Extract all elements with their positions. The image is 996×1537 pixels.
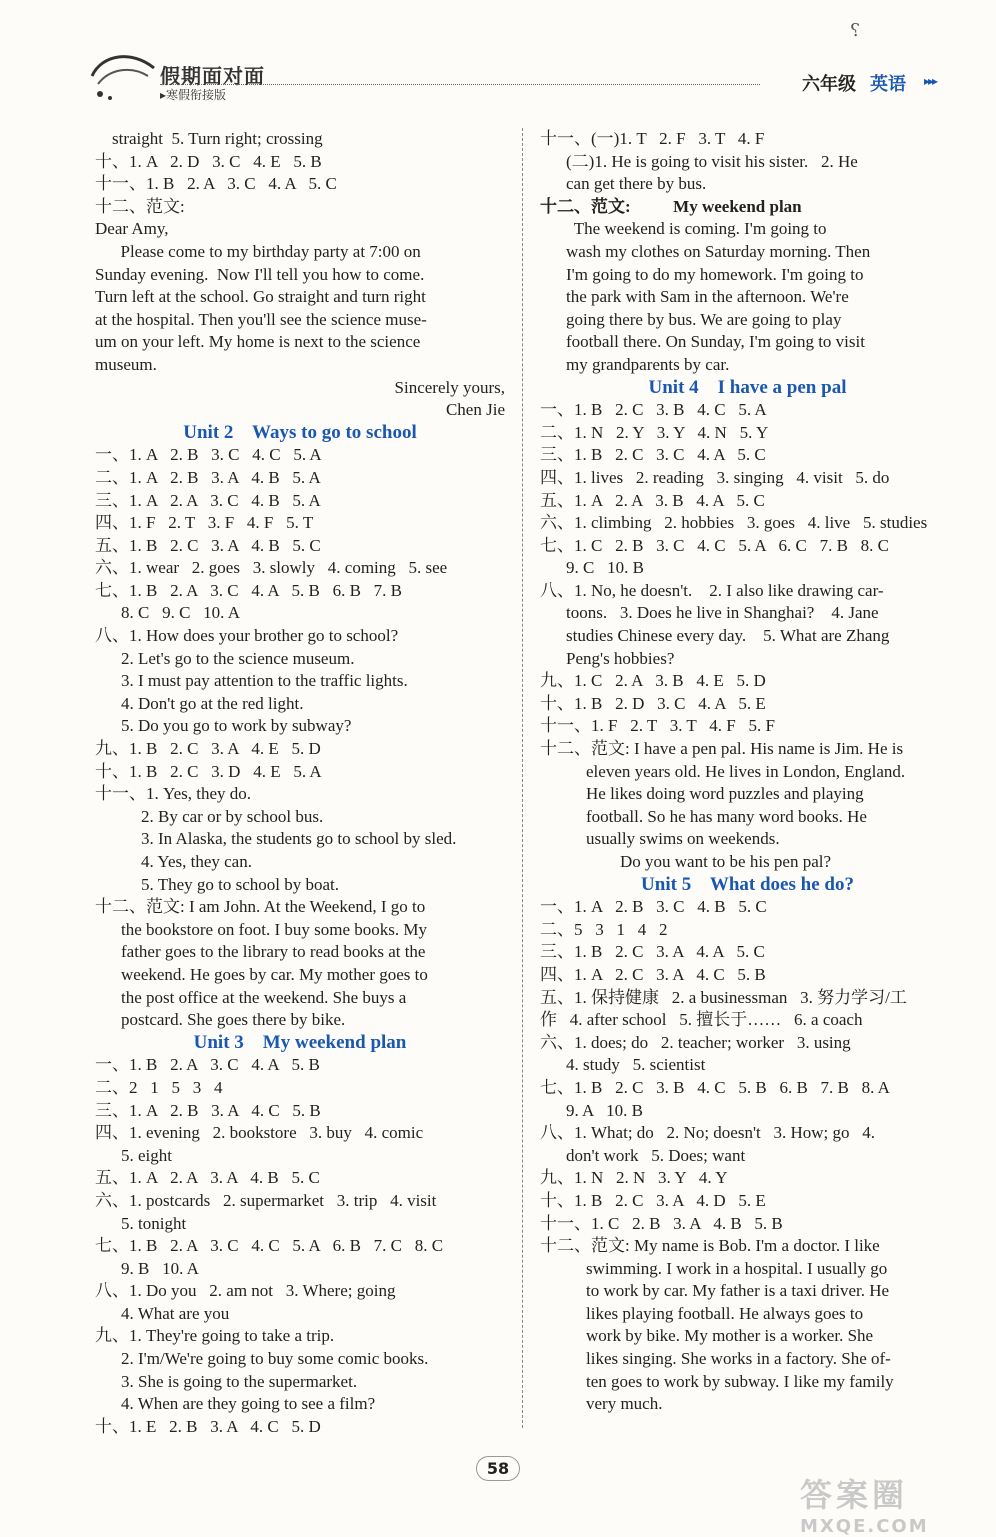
answer-line: can get there by bus. bbox=[566, 174, 707, 194]
answer-line: Sincerely yours, bbox=[394, 377, 505, 397]
answer-line: 二、5 3 1 4 2 bbox=[540, 919, 668, 939]
answer-line: 五、1. A 2. A 3. B 4. A 5. C bbox=[540, 490, 765, 510]
header-rule bbox=[160, 84, 760, 85]
watermark bbox=[800, 1470, 980, 1537]
answer-line: at the hospital. Then you'll see the science muse- bbox=[95, 309, 427, 329]
answer-line: likes playing football. He always goes to bbox=[586, 1303, 864, 1323]
answer-line: 六、1. climbing 2. hobbies 3. goes 4. live 5. studies bbox=[540, 513, 928, 533]
answer-line: 五、1. B 2. C 3. A 4. B 5. C bbox=[95, 535, 321, 555]
unit-heading: Unit 5 What does he do? bbox=[641, 873, 854, 895]
answer-line: Do you want to be his pen pal? bbox=[586, 852, 832, 871]
answer-line: 十二、范文: I am John. At the Weekend, I go to bbox=[95, 897, 426, 917]
answer-line: 2. Let's go to the science museum. bbox=[121, 648, 355, 668]
answer-line: 四、1. A 2. C 3. A 4. C 5. B bbox=[540, 964, 766, 984]
answer-line: 2. I'm/We're going to buy some comic books. bbox=[121, 1349, 429, 1369]
answer-line: Please come to my birthday party at 7:00 on bbox=[95, 241, 421, 261]
brand-title: 假期面对面 bbox=[160, 64, 265, 88]
answer-line: 九、1. They're going to take a trip. bbox=[95, 1326, 335, 1346]
answer-line: 三、1. B 2. C 3. C 4. A 5. C bbox=[540, 445, 766, 465]
answer-line: 十、1. B 2. D 3. C 4. A 5. E bbox=[540, 693, 766, 713]
right-column bbox=[540, 128, 955, 1416]
answer-line: very much. bbox=[586, 1394, 663, 1414]
answer-line: Chen Jie bbox=[445, 400, 505, 420]
corner-mark-icon: ⸮ bbox=[850, 20, 860, 40]
answer-line: 3. In Alaska, the students go to school by sled. bbox=[141, 829, 457, 849]
answer-line: 三、1. A 2. A 3. C 4. B 5. A bbox=[95, 490, 321, 510]
answer-line: 七、1. C 2. B 3. C 4. C 5. A 6. C 7. B 8. C bbox=[540, 535, 890, 555]
answer-line: 十、1. A 2. D 3. C 4. E 5. B bbox=[95, 151, 322, 171]
answer-line: Peng's hobbies? bbox=[566, 648, 675, 668]
answer-line: 5. eight bbox=[121, 1145, 172, 1165]
answer-line: 九、1. B 2. C 3. A 4. E 5. D bbox=[95, 739, 321, 759]
page-header bbox=[0, 0, 996, 110]
answer-line: the bookstore on foot. I buy some books. My bbox=[121, 919, 427, 939]
answer-line: 5. tonight bbox=[121, 1213, 187, 1233]
answer-line: work by bike. My mother is a worker. She bbox=[586, 1326, 874, 1346]
answer-line: 七、1. B 2. C 3. B 4. C 5. B 6. B 7. B 8. A bbox=[540, 1077, 890, 1097]
answer-line: 十二、范文: My weekend plan bbox=[540, 196, 802, 216]
answer-line: 六、1. postcards 2. supermarket 3. trip 4. visit bbox=[95, 1190, 437, 1210]
answer-line: (二)1. He is going to visit his sister. 2. He bbox=[566, 151, 858, 171]
answer-line: 5. Do you go to work by subway? bbox=[121, 716, 352, 736]
answer-line: 五、1. A 2. A 3. A 4. B 5. C bbox=[95, 1168, 320, 1188]
answer-line: 四、1. evening 2. bookstore 3. buy 4. comic bbox=[95, 1123, 424, 1143]
answer-line: Sunday evening. Now I'll tell you how to come. bbox=[95, 264, 425, 284]
brand-subtitle: ▸寒假衔接版 bbox=[160, 88, 227, 102]
subject-label: 英语 bbox=[870, 74, 906, 95]
answer-line: football there. On Sunday, I'm going to visit bbox=[566, 332, 865, 352]
watermark-logo: 答案圈 bbox=[800, 1476, 909, 1514]
answer-line: 七、1. B 2. A 3. C 4. A 5. B 6. B 7. B bbox=[95, 580, 402, 600]
answer-line: 八、1. How does your brother go to school? bbox=[95, 626, 399, 646]
answer-line: 十二、范文: bbox=[95, 196, 185, 216]
answer-line: 作 4. after school 5. 擅长于…… 6. a coach bbox=[540, 1010, 863, 1030]
answer-line: I'm going to do my homework. I'm going to bbox=[566, 264, 864, 284]
answer-line: 二、2 1 5 3 4 bbox=[95, 1077, 223, 1097]
answer-line: 十一、(一)1. T 2. F 3. T 4. F bbox=[540, 129, 765, 148]
answer-line: 3. I must pay attention to the traffic lights. bbox=[121, 671, 408, 691]
answer-line: 九、1. N 2. N 3. Y 4. Y bbox=[540, 1168, 728, 1188]
answer-line: 4. Don't go at the red light. bbox=[121, 693, 304, 713]
answer-line: Turn left at the school. Go straight and turn right bbox=[95, 287, 426, 307]
answer-line: wash my clothes on Saturday morning. Then bbox=[566, 241, 871, 261]
answer-line: 3. She is going to the supermarket. bbox=[121, 1371, 358, 1391]
answer-line: 十二、范文: My name is Bob. I'm a doctor. I like bbox=[540, 1236, 880, 1256]
answer-line: don't work 5. Does; want bbox=[566, 1145, 746, 1165]
answer-line: Dear Amy, bbox=[95, 219, 169, 239]
answer-line: um on your left. My home is next to the science bbox=[95, 332, 421, 352]
answer-line: 三、1. B 2. C 3. A 4. A 5. C bbox=[540, 942, 765, 962]
answer-line: He likes doing word puzzles and playing bbox=[586, 784, 864, 804]
answer-line: 十、1. B 2. C 3. D 4. E 5. A bbox=[95, 761, 322, 781]
answer-line: 七、1. B 2. A 3. C 4. C 5. A 6. B 7. C 8. C bbox=[95, 1236, 444, 1256]
answer-line: 4. study 5. scientist bbox=[566, 1055, 706, 1075]
answer-line: 四、1. lives 2. reading 3. singing 4. visit 5. do bbox=[540, 467, 890, 487]
answer-line: 一、1. B 2. C 3. B 4. C 5. A bbox=[540, 400, 767, 420]
answer-line: usually swims on weekends. bbox=[586, 829, 780, 849]
answer-line: 十、1. B 2. C 3. A 4. D 5. E bbox=[540, 1190, 766, 1210]
answer-line: 9. C 10. B bbox=[566, 558, 644, 578]
answer-line: 4. What are you bbox=[121, 1303, 230, 1323]
answer-line: 4. When are they going to see a film? bbox=[121, 1394, 376, 1414]
answer-line: 十一、1. Yes, they do. bbox=[95, 784, 252, 804]
answer-line: 二、1. N 2. Y 3. Y 4. N 5. Y bbox=[540, 422, 769, 442]
answer-line: museum. bbox=[95, 354, 157, 374]
left-column bbox=[95, 128, 505, 1438]
unit-heading: Unit 4 I have a pen pal bbox=[648, 376, 847, 398]
answer-line: 九、1. C 2. A 3. B 4. E 5. D bbox=[540, 671, 766, 691]
answer-line: going there by bus. We are going to play bbox=[566, 309, 842, 329]
unit-heading: Unit 3 My weekend plan bbox=[193, 1031, 407, 1053]
answer-line: to work by car. My father is a taxi driver. He bbox=[586, 1281, 890, 1301]
answer-line: The weekend is coming. I'm going to bbox=[540, 219, 827, 239]
answer-line: 六、1. does; do 2. teacher; worker 3. using bbox=[540, 1032, 851, 1052]
answer-line: 5. They go to school by boat. bbox=[141, 874, 339, 894]
answer-line: 一、1. A 2. B 3. C 4. B 5. C bbox=[540, 897, 767, 917]
answer-line: 2. By car or by school bus. bbox=[141, 806, 324, 826]
answer-line: 一、1. A 2. B 3. C 4. C 5. A bbox=[95, 445, 322, 465]
answer-line: postcard. She goes there by bike. bbox=[121, 1010, 346, 1030]
page-number-text: 58 bbox=[476, 1456, 520, 1481]
answer-line: straight 5. Turn right; crossing bbox=[95, 129, 323, 148]
answer-line: father goes to the library to read books at the bbox=[121, 942, 426, 962]
answer-line: the park with Sam in the afternoon. We're bbox=[566, 287, 849, 307]
grade-label: 六年级 bbox=[802, 74, 856, 95]
answer-line: weekend. He goes by car. My mother goes to bbox=[121, 964, 428, 984]
answer-line: my grandparents by car. bbox=[566, 354, 730, 374]
answer-line: swimming. I work in a hospital. I usually go bbox=[586, 1258, 888, 1278]
answer-line: 三、1. A 2. B 3. A 4. C 5. B bbox=[95, 1100, 321, 1120]
answer-line: ten goes to work by subway. I like my family bbox=[586, 1371, 894, 1391]
answer-line: likes singing. She works in a factory. She of- bbox=[586, 1349, 891, 1369]
unit-heading: Unit 2 Ways to go to school bbox=[183, 421, 417, 443]
watermark-url: MXQE.COM bbox=[800, 1516, 929, 1537]
answer-line: 八、1. Do you 2. am not 3. Where; going bbox=[95, 1281, 396, 1301]
answer-line: 一、1. B 2. A 3. C 4. A 5. B bbox=[95, 1055, 320, 1075]
answer-line: 9. B 10. A bbox=[121, 1258, 199, 1278]
answer-line: 十一、1. F 2. T 3. T 4. F 5. F bbox=[540, 716, 775, 736]
answer-line: 八、1. No, he doesn't. 2. I also like drawing car- bbox=[540, 580, 884, 600]
answer-line: eleven years old. He lives in London, England. bbox=[586, 761, 906, 781]
logo-swirl-icon bbox=[88, 46, 158, 104]
answer-line: 十一、1. C 2. B 3. A 4. B 5. B bbox=[540, 1213, 783, 1233]
arrows-icon: ▸▸▸ bbox=[924, 74, 937, 88]
answer-line: 4. Yes, they can. bbox=[141, 852, 252, 871]
column-divider bbox=[522, 128, 523, 1428]
answer-line: 五、1. 保持健康 2. a businessman 3. 努力学习/工 bbox=[540, 987, 907, 1007]
answer-line: 十、1. E 2. B 3. A 4. C 5. D bbox=[95, 1416, 321, 1436]
answer-line: 四、1. F 2. T 3. F 4. F 5. T bbox=[95, 513, 314, 533]
answer-line: toons. 3. Does he live in Shanghai? 4. Jane bbox=[566, 603, 879, 623]
answer-line: football. So he has many word books. He bbox=[586, 806, 867, 826]
answer-line: 9. A 10. B bbox=[566, 1100, 643, 1120]
answer-line: 六、1. wear 2. goes 3. slowly 4. coming 5. see bbox=[95, 558, 448, 578]
page-number bbox=[458, 1456, 538, 1486]
answer-line: studies Chinese every day. 5. What are Zhang bbox=[566, 626, 890, 646]
answer-line: 8. C 9. C 10. A bbox=[121, 603, 241, 623]
answer-line: 八、1. What; do 2. No; doesn't 3. How; go 4. bbox=[540, 1123, 876, 1143]
answer-line: the post office at the weekend. She buys a bbox=[121, 987, 407, 1007]
answer-line: 二、1. A 2. B 3. A 4. B 5. A bbox=[95, 467, 321, 487]
answer-line: 十二、范文: I have a pen pal. His name is Jim. He is bbox=[540, 739, 904, 759]
answer-line: 十一、1. B 2. A 3. C 4. A 5. C bbox=[95, 174, 337, 194]
